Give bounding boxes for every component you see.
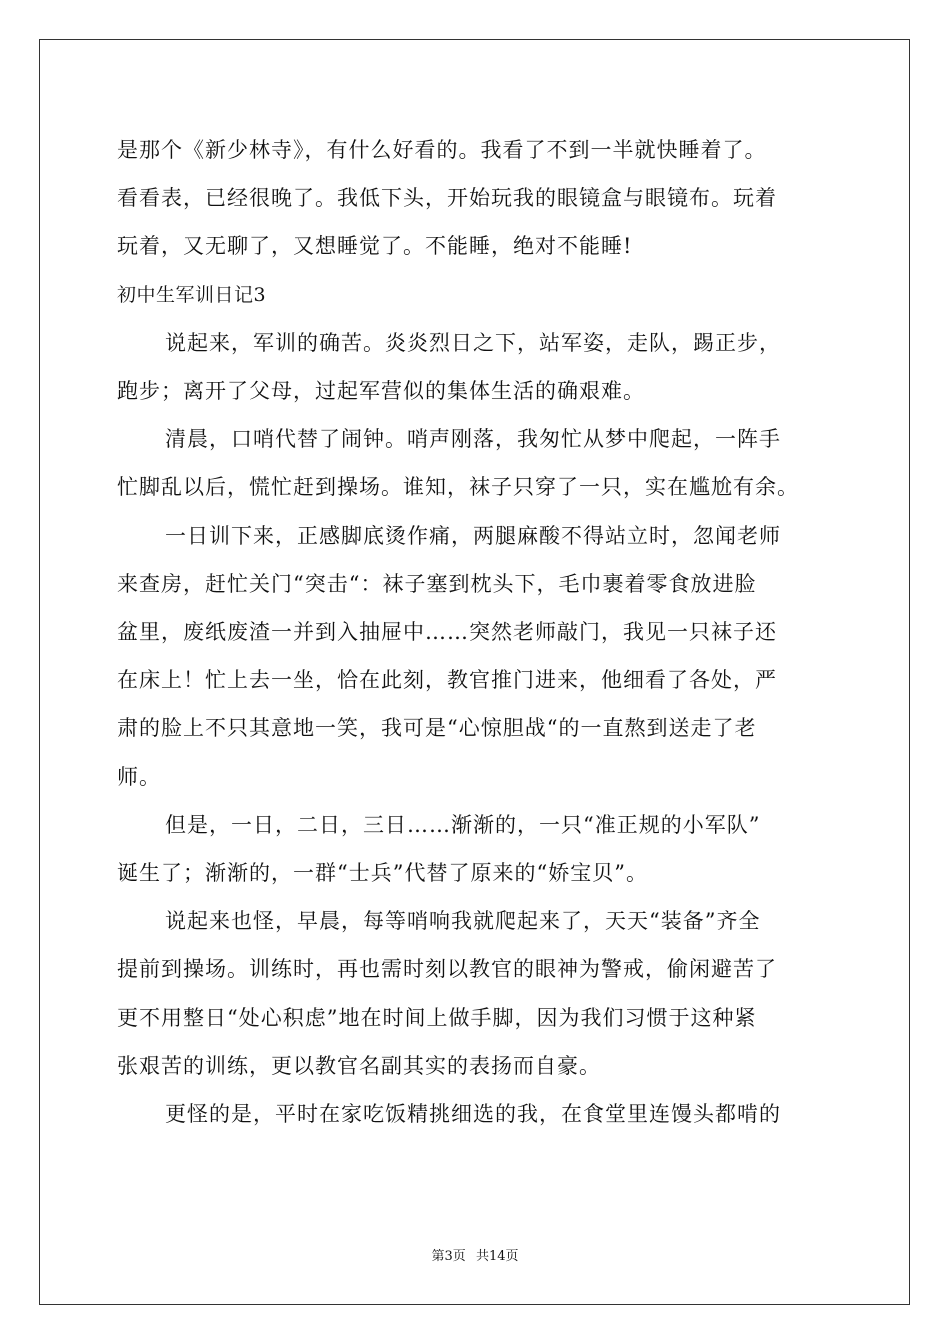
text-line: 更不用整日“处心积虑”地在时间上做手脚，因为我们习惯于这种紧 bbox=[117, 1005, 757, 1030]
text-line: 更怪的是，平时在家吃饭精挑细选的我，在食堂里连馒头都啃的 bbox=[165, 1102, 781, 1127]
page-total: 共14页 bbox=[475, 1249, 519, 1264]
text-line: 张艰苦的训练，更以教官名副其实的表扬而自豪。 bbox=[117, 1053, 601, 1078]
section-heading: 初中生军训日记3 bbox=[117, 283, 267, 306]
text-line: 来查房，赶忙关门“突击“：袜子塞到枕头下，毛巾裹着零食放进脸 bbox=[117, 571, 757, 596]
text-line: 忙脚乱以后，慌忙赶到操场。谁知，袜子只穿了一只，实在尴尬有余。 bbox=[117, 475, 799, 500]
text-line: 玩着，又无聊了，又想睡觉了。不能睡，绝对不能睡! bbox=[117, 234, 633, 259]
text-line: 盆里，废纸废渣一并到入抽屉中……突然老师敲门，我见一只袜子还 bbox=[117, 620, 777, 645]
text-line: 是那个《新少林寺》，有什么好看的。我看了不到一半就快睡着了。 bbox=[117, 138, 767, 162]
text-line: 提前到操场。训练时，再也需时刻以教官的眼神为警戒，偷闲避苦了 bbox=[117, 957, 777, 982]
text-line: 一日训下来，正感脚底烫作痛，两腿麻酸不得站立时，忽闻老师 bbox=[165, 523, 781, 548]
text-line: 诞生了；渐渐的，一群“士兵”代替了原来的“娇宝贝”。 bbox=[117, 861, 648, 886]
text-line: 在床上！忙上去一坐，恰在此刻，教官推门进来，他细看了各处，严 bbox=[117, 668, 777, 693]
text-line: 清晨，口哨代替了闹钟。哨声刚落，我匆忙从梦中爬起，一阵手 bbox=[165, 427, 781, 452]
text-line: 说起来，军训的确苦。炎炎烈日之下，站军姿，走队，踢正步， bbox=[165, 330, 781, 355]
text-line: 跑步；离开了父母，过起军营似的集体生活的确艰难。 bbox=[117, 379, 645, 404]
text-line: 肃的脸上不只其意地一笑，我可是“心惊胆战“的一直熬到送走了老 bbox=[117, 716, 757, 741]
page-number: 第3页 bbox=[431, 1249, 466, 1264]
text-line: 但是，一日，二日，三日……渐渐的，一只“准正规的小军队” bbox=[165, 812, 761, 837]
text-line: 师。 bbox=[117, 764, 161, 789]
text-line: 说起来也怪，早晨，每等哨响我就爬起来了，天天“装备”齐全 bbox=[165, 909, 761, 934]
page-footer bbox=[0, 1249, 950, 1265]
document-body bbox=[117, 126, 837, 1138]
text-line: 看看表，已经很晚了。我低下头，开始玩我的眼镜盒与眼镜布。玩着 bbox=[117, 186, 777, 211]
